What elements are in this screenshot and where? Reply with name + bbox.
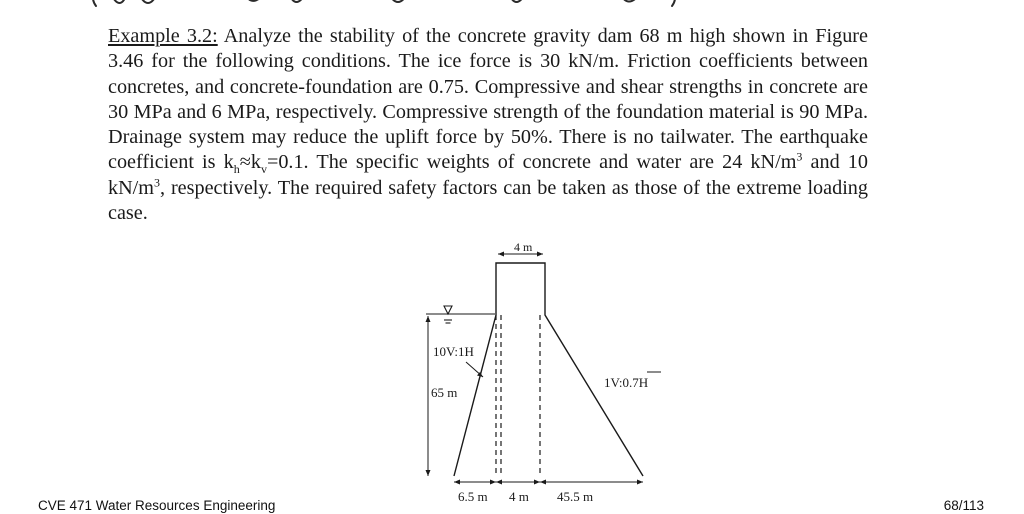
dam-height-label: 65 m (431, 385, 458, 400)
problem-text-part-4: and 10 kN/m (108, 151, 868, 199)
base-top-width-label: 4 m (509, 489, 529, 504)
height-arrow-top (426, 316, 431, 322)
top-width-arrow-left (498, 252, 504, 257)
top-width-arrow-right (537, 252, 543, 257)
dam-diagram (400, 236, 700, 512)
problem-text-part-2: ≈k (239, 151, 261, 174)
downstream-slope-label: 1V:0.7H (604, 375, 649, 390)
subscript-v: v (260, 162, 267, 177)
example-heading: Example 3.2: (108, 25, 218, 47)
course-footer: CVE 471 Water Resources Engineering (38, 498, 276, 513)
base-upstream-label: 6.5 m (458, 489, 488, 504)
page-number: 68/113 (943, 498, 984, 513)
problem-statement (108, 24, 868, 226)
height-arrow-bottom (426, 470, 431, 476)
dam-cross-section-figure (400, 236, 700, 512)
top-width-label: 4 m (514, 240, 533, 254)
problem-text-part-1: Analyze the stability of the concrete gravity dam 68 m high shown in Figure 3.46 for the following conditions. The ice force is 30 kN/m. Friction coefficients between concretes, and concrete-foundation are 0.75. Compressive and shear strengths in concrete are 30 MPa and 6 MPa, respectively. Compressive strength of the foundation material is 90 MPa. Drainage system may reduce the uplift force by 50%. There is no tailwater. The earthquake coefficient is k (108, 25, 868, 174)
base-arrow-axis-right (540, 480, 546, 485)
problem-text-part-5: , respectively. The required safety factors can be taken as those of the extreme loading case. (108, 176, 868, 225)
superscript-3-concrete: 3 (796, 149, 803, 164)
base-arrow-heel-right (496, 480, 502, 485)
dam-outline (454, 263, 643, 476)
problem-text-part-3: =0.1. The specific weights of concrete and water are 24 kN/m (266, 151, 797, 174)
base-arrow-right (637, 480, 643, 485)
base-downstream-label: 45.5 m (557, 489, 594, 504)
superscript-3-water: 3 (153, 175, 160, 190)
subscript-h: h (233, 162, 240, 177)
upstream-slope-label: 10V:1H (433, 344, 474, 359)
previous-text-cutoff (60, 0, 760, 8)
base-arrow-left (454, 480, 460, 485)
base-arrow-heel-left (490, 480, 496, 485)
base-arrow-axis-left (534, 480, 540, 485)
